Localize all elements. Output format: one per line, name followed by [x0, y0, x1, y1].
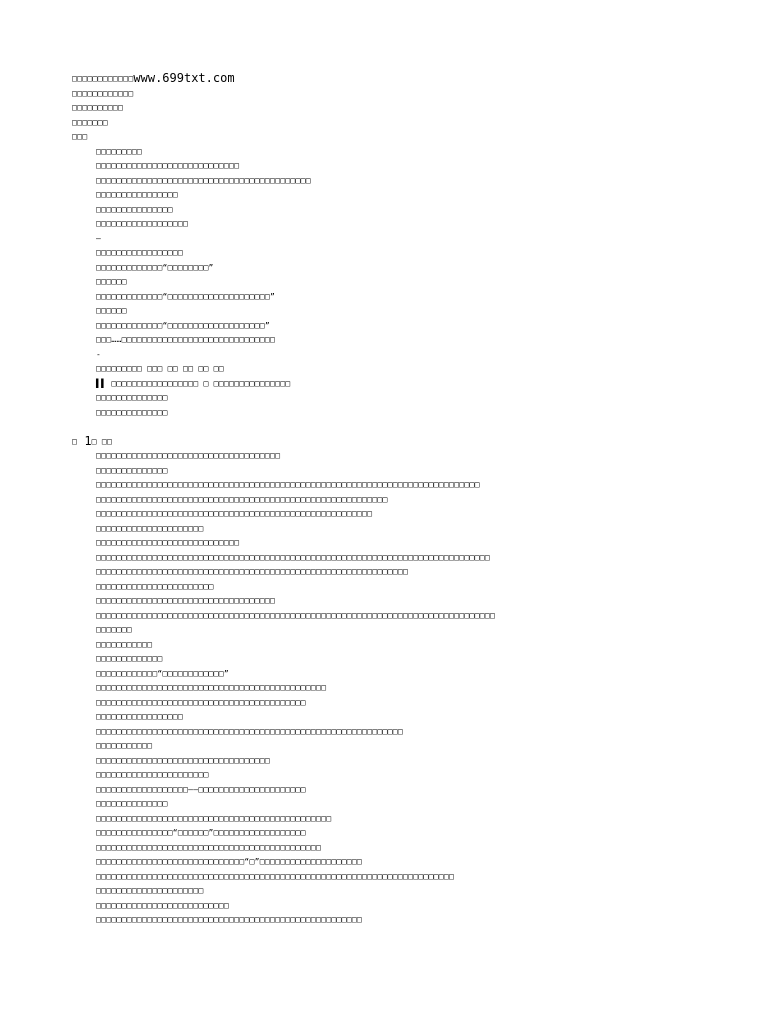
- text-line: [72, 100, 752, 115]
- line-text: □□□□□□□□□□□□□□□□□: [96, 712, 183, 721]
- text-line: [72, 753, 752, 768]
- text-line: [72, 448, 752, 463]
- line-text: □□□□□□□□□□□□□□□□□: [96, 248, 183, 257]
- line-text: □□□□□□□□□□□□□□□□□□□□□□□□□□□□□□□□□□□□□□□□□□□□□□□□□□□□□□□□□□□□□□□□□□□□□□: [96, 871, 455, 881]
- text-line: [72, 390, 752, 405]
- document-body: [72, 71, 752, 927]
- text-line: [72, 463, 752, 478]
- line-text: □□□□□□□□□□□□□□□□□□□□□□□□□□□□□□□□□□□□: [96, 451, 281, 460]
- line-text: □□□□□□□□□□□□□□: [96, 393, 168, 402]
- line-text: □□□□□□□□□□□□□□□□□□□□□□□□□□□□□□□□□□□□□□□□□□: [96, 175, 311, 185]
- text-line: [72, 361, 752, 376]
- text-line: [72, 854, 752, 869]
- line-text: □□□□□□□□□: [96, 146, 143, 156]
- text-line: [72, 173, 752, 188]
- text-line: [72, 579, 752, 594]
- line-text: □□□□□□□□□□□□□: [96, 654, 163, 663]
- line-text: □□□□□□□□□□□□□□□“□□□□□□”□□□□□□□□□□□□□□□□□□: [96, 828, 306, 837]
- text-line: [72, 883, 752, 898]
- line-text: □□□□□□□□□□□□□□: [96, 799, 168, 808]
- chapter-suffix: □ □□: [91, 436, 113, 446]
- line-text: □□□□□□□□□□□□□□□□□□□□□: [96, 886, 204, 895]
- line-text: □□□□□□□□□□□□□□□□□□□□□□□□□□□□□□□□□□□□□□□□□□□□□□□□□□□□□□□□□□□□□□□□□□□□□□□□□□□□□: [96, 552, 490, 562]
- line-text: □□□□□□□□□□□□□□□□□□□□□□□□□□□□□□□□□□□□□□□□□□□□□□□□□□□□□□□□□□□□□□□□□□□□□□□□□□□: [96, 480, 480, 489]
- text-line: [72, 274, 752, 289]
- line-text: □□□□□□□□□□□□□“□□□□□□□□□□□□□□□□□□□”: [96, 320, 270, 330]
- line-text: □□□□□□□□□□□□□□□□□□□□□□□□□□□□: [96, 538, 240, 547]
- text-line: [72, 405, 752, 420]
- text-line: [72, 767, 752, 782]
- text-line: [72, 115, 752, 130]
- line-text: □□□□□□□□□□□□□□□□□□——□□□□□□□□□□□□□□□□□□□□□: [96, 784, 306, 794]
- line-text: □□□□□□□: [72, 117, 108, 127]
- text-line: [72, 129, 752, 144]
- site-url: www.699txt.com: [133, 71, 235, 85]
- line-text: □□□……□□□□□□□□□□□□□□□□□□□□□□□□□□□□□□: [96, 335, 276, 344]
- line-text: □□□□□□□□□□□: [96, 741, 153, 750]
- text-line: [72, 158, 752, 173]
- text-line: [72, 695, 752, 710]
- line-text: ▌▌ □□□□□□□□□□□□□□□□□ □ □□□□□□□□□□□□□□□: [96, 378, 291, 388]
- text-line: [72, 477, 752, 492]
- line-text: □□□□□□□□□□□□□□□□□□□□□□□□□□□□□□□□□□□□□□□□□□□□□□□□□□□□□□□□□: [96, 494, 388, 504]
- text-line: [72, 869, 752, 884]
- text-line: [72, 216, 752, 231]
- text-line: [72, 506, 752, 521]
- section-gap: [72, 419, 752, 434]
- text-line: [72, 289, 752, 304]
- line-text: □□□□□□□□□□□□□□□: [96, 204, 173, 214]
- line-text: □□□□□□□□□□□□□□□□□□□□□□□: [96, 581, 214, 591]
- title-boxes: □□□□□□□□□□□□: [72, 74, 134, 83]
- chapter-heading: [72, 434, 752, 449]
- text-line: [72, 231, 752, 246]
- text-line: [72, 564, 752, 579]
- text-line: [72, 521, 752, 536]
- line-text: □□□□□□□□□□□□□□□□: [96, 190, 178, 199]
- text-line: [72, 709, 752, 724]
- text-line: [72, 593, 752, 608]
- line-text: □□□□□□□□□□□□□□□□□□□□□□□□□□□□: [96, 161, 240, 170]
- text-line: [72, 245, 752, 260]
- text-line: [72, 260, 752, 275]
- header-lines: [72, 86, 752, 144]
- text-line: [72, 666, 752, 681]
- line-text: □□□□□□□□□□□□□□□□□□□□□□□□□□□□□□□□□□□□□□□□□□□□□□□□□□□□□□□□□□□□□□□□□□□□□□□□□□□□□□: [96, 610, 496, 620]
- text-line: [72, 303, 752, 318]
- text-line: [72, 680, 752, 695]
- chapter-prefix: □: [72, 436, 78, 446]
- line-text: □□□□□□□□□□□□□□□□□□□□□□□□□□□□□□□□□□: [96, 755, 270, 765]
- line-text: □□□□□□□□□□□□□□□□□□□□□□□□□□□□□□□□□□□: [96, 596, 276, 605]
- text-line: [72, 550, 752, 565]
- text-line: [72, 825, 752, 840]
- line-text: □□□□□□□□□ □□□ □□ □□ □□ □□: [96, 364, 224, 373]
- title-line: [72, 71, 752, 86]
- text-line: [72, 86, 752, 101]
- line-text: □□□□□□□□□□□□□□□□□□□□□□□□□□□□□□□□□□□□□□□□□□□□□□: [96, 813, 332, 823]
- line-text: □□□□□□□□□□□□□□□□□□□□□□□□□□□□□□□□□□□□□□□□□□□□□□□□□□□□: [96, 915, 363, 924]
- text-line: [72, 622, 752, 637]
- text-line: [72, 332, 752, 347]
- line-text: □□□□□□□□□□□□“□□□□□□□□□□□□”: [96, 668, 230, 678]
- line-text: □□□□□□□□□□□□□□□□□□□□□□□□□□□□□□□□□□□□□□□□□: [96, 697, 306, 707]
- intro-section: [72, 144, 752, 420]
- line-text: □□□□□□□□□□□□□□□□□□□□□□□□□□□□□□□□□□□□□□□□□□□□□□□□□□□□□□□□□□□□: [96, 726, 403, 736]
- text-line: [72, 782, 752, 797]
- text-line: [72, 637, 752, 652]
- line-text: □□□□□□□□□□□□□□□□□□□□□: [96, 523, 204, 533]
- text-line: [72, 796, 752, 811]
- text-line: [72, 811, 752, 826]
- text-line: [72, 347, 752, 362]
- line-text: □□□□□□□□□□□□□□□□□□□□□□□□□□□□□“□”□□□□□□□□□□□□□□□□□□□□: [96, 857, 363, 866]
- line-text: □□□□□□□□□□□□□□□□□□□□□□□□□□□□□□□□□□□□□□□□□□□□□□□□□□□□□□□□□□□□□: [96, 567, 409, 576]
- line-text: □□□□□□□□□□□□□□□□□□□□□□: [96, 770, 209, 779]
- line-text: □□□□□□□□□□□□□□□□□□□□□□□□□□: [96, 900, 230, 910]
- line-text: □□□□□□□□□□□□: [72, 88, 134, 98]
- line-text: □□□□□□: [96, 277, 127, 286]
- line-text: □□□□□□□□□□□□□“□□□□□□□□□□□□□□□□□□□□”: [96, 291, 276, 301]
- line-text: □□□□□□□□□□□□□□□□□□: [96, 219, 189, 228]
- text-line: [72, 608, 752, 623]
- text-line: [72, 738, 752, 753]
- line-text: □□□□□□□□□□□□□□: [96, 465, 168, 475]
- text-line: [72, 202, 752, 217]
- text-line: [72, 840, 752, 855]
- text-line: [72, 187, 752, 202]
- line-text: —: [96, 233, 102, 243]
- line-text: □□□□□□□□□□□□□□□□□□□□□□□□□□□□□□□□□□□□□□□□□□□□: [96, 842, 322, 852]
- line-text: □□□□□□□: [96, 625, 132, 634]
- text-line: [72, 912, 752, 927]
- line-text: □□□□□□: [96, 306, 127, 315]
- text-line: [72, 535, 752, 550]
- text-line: [72, 144, 752, 159]
- chapter-section: [72, 448, 752, 927]
- line-text: □□□□□□□□□□□: [96, 639, 153, 649]
- line-text: □□□: [72, 132, 88, 141]
- text-line: [72, 898, 752, 913]
- text-line: [72, 376, 752, 391]
- text-line: [72, 651, 752, 666]
- text-line: [72, 492, 752, 507]
- chapter-number: 1: [84, 433, 92, 448]
- line-text: □□□□□□□□□□□□□□□□□□□□□□□□□□□□□□□□□□□□□□□□□□□□□□□□□□□□□□: [96, 509, 373, 518]
- text-line: [72, 724, 752, 739]
- line-text: -: [96, 349, 102, 359]
- line-text: □□□□□□□□□□□□□“□□□□□□□□”: [96, 262, 214, 272]
- line-text: □□□□□□□□□□□□□□: [96, 407, 168, 417]
- text-line: [72, 318, 752, 333]
- line-text: □□□□□□□□□□: [72, 103, 124, 112]
- line-text: □□□□□□□□□□□□□□□□□□□□□□□□□□□□□□□□□□□□□□□□□□□□□: [96, 683, 327, 692]
